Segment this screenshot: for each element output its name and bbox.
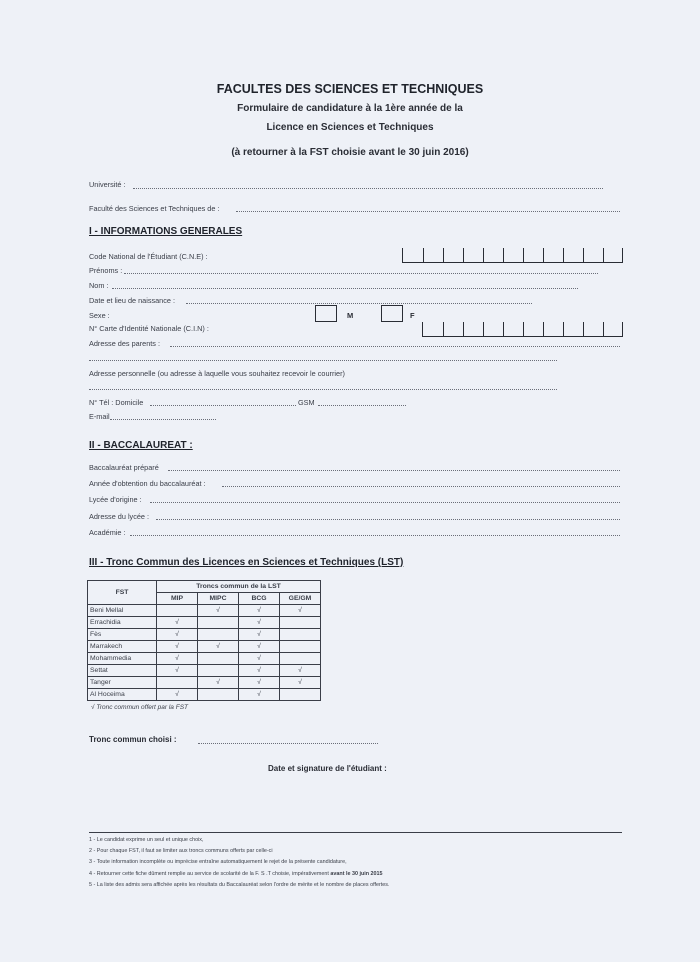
table-cell: √: [157, 665, 198, 677]
cne-boxes[interactable]: [402, 248, 623, 263]
email-label: E-mail: [89, 412, 110, 421]
fst-name: Tanger: [88, 677, 157, 689]
section-2-title: II - BACCALAUREAT :: [89, 440, 193, 451]
table-cell: √: [239, 605, 280, 617]
section-1-title: I - INFORMATIONS GENERALES: [89, 226, 243, 237]
table-row: [88, 617, 321, 629]
fst-name: Settat: [88, 665, 157, 677]
col-header: GE/GM: [280, 593, 321, 605]
table-cell: √: [239, 689, 280, 701]
sexe-f-checkbox[interactable]: [381, 305, 403, 322]
col-header: MIP: [157, 593, 198, 605]
table-cell: [198, 653, 239, 665]
cin-label: N° Carte d'Identité Nationale (C.I.N) :: [89, 324, 209, 333]
tronc-commun-table: [87, 580, 321, 701]
signature-label: Date et signature de l'étudiant :: [268, 764, 387, 773]
tel-field[interactable]: [150, 405, 296, 406]
footnote-3: 3 - Toute information incomplète ou imprécise entraîne automatiquement le rejet de la présente candidature,: [89, 859, 347, 865]
cne-label: Code National de l'Étudiant (C.N.E) :: [89, 252, 208, 261]
lycee-label: Lycée d'origine :: [89, 495, 142, 504]
table-cell: [198, 689, 239, 701]
sexe-m-checkbox[interactable]: [315, 305, 337, 322]
bac-prepare-field[interactable]: [168, 470, 620, 471]
table-cell: [280, 617, 321, 629]
table-cell: √: [157, 617, 198, 629]
table-cell: √: [198, 605, 239, 617]
table-cell: √: [280, 665, 321, 677]
table-cell: [280, 689, 321, 701]
table-cell: √: [157, 653, 198, 665]
tronc-choisi-field[interactable]: [198, 743, 378, 744]
table-cell: √: [239, 665, 280, 677]
table-cell: √: [239, 653, 280, 665]
footnote-4-deadline: avant le 30 juin 2015: [330, 871, 383, 877]
form-subtitle-2: Licence en Sciences et Techniques: [266, 122, 434, 133]
tel-label: N° Tél : Domicile: [89, 398, 144, 407]
adresse-perso-label: Adresse personnelle (ou adresse à laquelle vous souhaitez recevoir le courrier): [89, 369, 345, 378]
adresse-lycee-label: Adresse du lycée :: [89, 512, 150, 521]
academie-label: Académie :: [89, 528, 126, 537]
fst-name: Mohammedia: [88, 653, 157, 665]
table-cell: √: [239, 641, 280, 653]
table-cell: √: [280, 605, 321, 617]
footnote-4: [89, 871, 383, 877]
cin-boxes[interactable]: [422, 322, 623, 337]
adresse-parents-label: Adresse des parents :: [89, 339, 160, 348]
table-row: [88, 665, 321, 677]
academie-field[interactable]: [130, 535, 620, 536]
table-row: [88, 641, 321, 653]
form-subtitle-1: Formulaire de candidature à la 1ère année de la: [237, 103, 463, 114]
section-3-title: III - Tronc Commun des Licences en Sciences et Techniques (LST): [89, 557, 404, 568]
table-cell: √: [239, 629, 280, 641]
tronc-choisi-label: Tronc commun choisi :: [89, 735, 177, 744]
col-header: BCG: [239, 593, 280, 605]
table-cell: √: [239, 617, 280, 629]
gsm-label: GSM: [298, 398, 315, 407]
lycee-field[interactable]: [150, 502, 620, 503]
table-cell: √: [239, 677, 280, 689]
return-deadline-note: (à retourner à la FST choisie avant le 30 juin 2016): [231, 147, 469, 158]
table-row: [88, 677, 321, 689]
date-lieu-field[interactable]: [186, 303, 532, 304]
table-cell: [198, 665, 239, 677]
table-row: [88, 629, 321, 641]
table-cell: √: [198, 641, 239, 653]
table-cell: √: [280, 677, 321, 689]
footnote-divider: [89, 832, 622, 833]
table-row: [88, 605, 321, 617]
nom-field[interactable]: [112, 288, 578, 289]
sexe-f-label: F: [410, 311, 415, 320]
footnote-4-text: 4 - Retourner cette fiche dûment remplie au service de scolarité de la F. S .T choisie, impérativement: [89, 871, 329, 877]
group-header: Troncs commun de la LST: [157, 581, 321, 593]
table-cell: √: [157, 689, 198, 701]
prenoms-label: Prénoms :: [89, 266, 123, 275]
sexe-label: Sexe :: [89, 311, 110, 320]
faculte-field[interactable]: [236, 211, 620, 212]
prenoms-field[interactable]: [124, 273, 598, 274]
table-cell: [157, 677, 198, 689]
table-cell: √: [198, 677, 239, 689]
universite-label: Université :: [89, 180, 126, 189]
table-cell: [280, 653, 321, 665]
table-cell: [198, 617, 239, 629]
fst-name: Errachidia: [88, 617, 157, 629]
nom-label: Nom :: [89, 281, 109, 290]
table-row: [88, 653, 321, 665]
fst-name: Al Hoceima: [88, 689, 157, 701]
sexe-m-label: M: [347, 311, 354, 320]
bac-prepare-label: Baccalauréat préparé: [89, 463, 159, 472]
gsm-field[interactable]: [318, 405, 406, 406]
table-cell: √: [157, 629, 198, 641]
form-title: FACULTES DES SCIENCES ET TECHNIQUES: [216, 82, 484, 96]
table-cell: [198, 629, 239, 641]
footnote-2: 2 - Pour chaque FST, il faut se limiter aux troncs communs offerts par celle-ci: [89, 848, 273, 854]
email-field[interactable]: [110, 419, 216, 420]
faculte-label: Faculté des Sciences et Techniques de :: [89, 204, 220, 213]
col-fst-header: FST: [88, 581, 157, 605]
fst-name: Marrakech: [88, 641, 157, 653]
footnote-5: 5 - La liste des admis sera affichée après les résultats du Baccalauréat selon l'ordre de mérite et le nombre de places offertes.: [89, 882, 390, 888]
date-lieu-label: Date et lieu de naissance :: [89, 296, 175, 305]
fst-name: Beni Mellal: [88, 605, 157, 617]
adresse-lycee-field[interactable]: [156, 519, 620, 520]
annee-bac-label: Année d'obtention du baccalauréat :: [89, 479, 206, 488]
fst-name: Fès: [88, 629, 157, 641]
table-cell: [157, 605, 198, 617]
footnote-1: 1 - Le candidat exprime un seul et unique choix,: [89, 837, 204, 843]
annee-bac-field[interactable]: [222, 486, 620, 487]
adresse-parents-field[interactable]: [170, 346, 620, 347]
universite-field[interactable]: [133, 188, 603, 189]
table-row: [88, 689, 321, 701]
col-header: MIPC: [198, 593, 239, 605]
adresse-parents-field-2[interactable]: [89, 360, 557, 361]
table-cell: [280, 629, 321, 641]
adresse-perso-field[interactable]: [89, 389, 557, 390]
table-legend: √ Tronc commun offert par la FST: [91, 704, 189, 711]
table-cell: [280, 641, 321, 653]
table-cell: √: [157, 641, 198, 653]
